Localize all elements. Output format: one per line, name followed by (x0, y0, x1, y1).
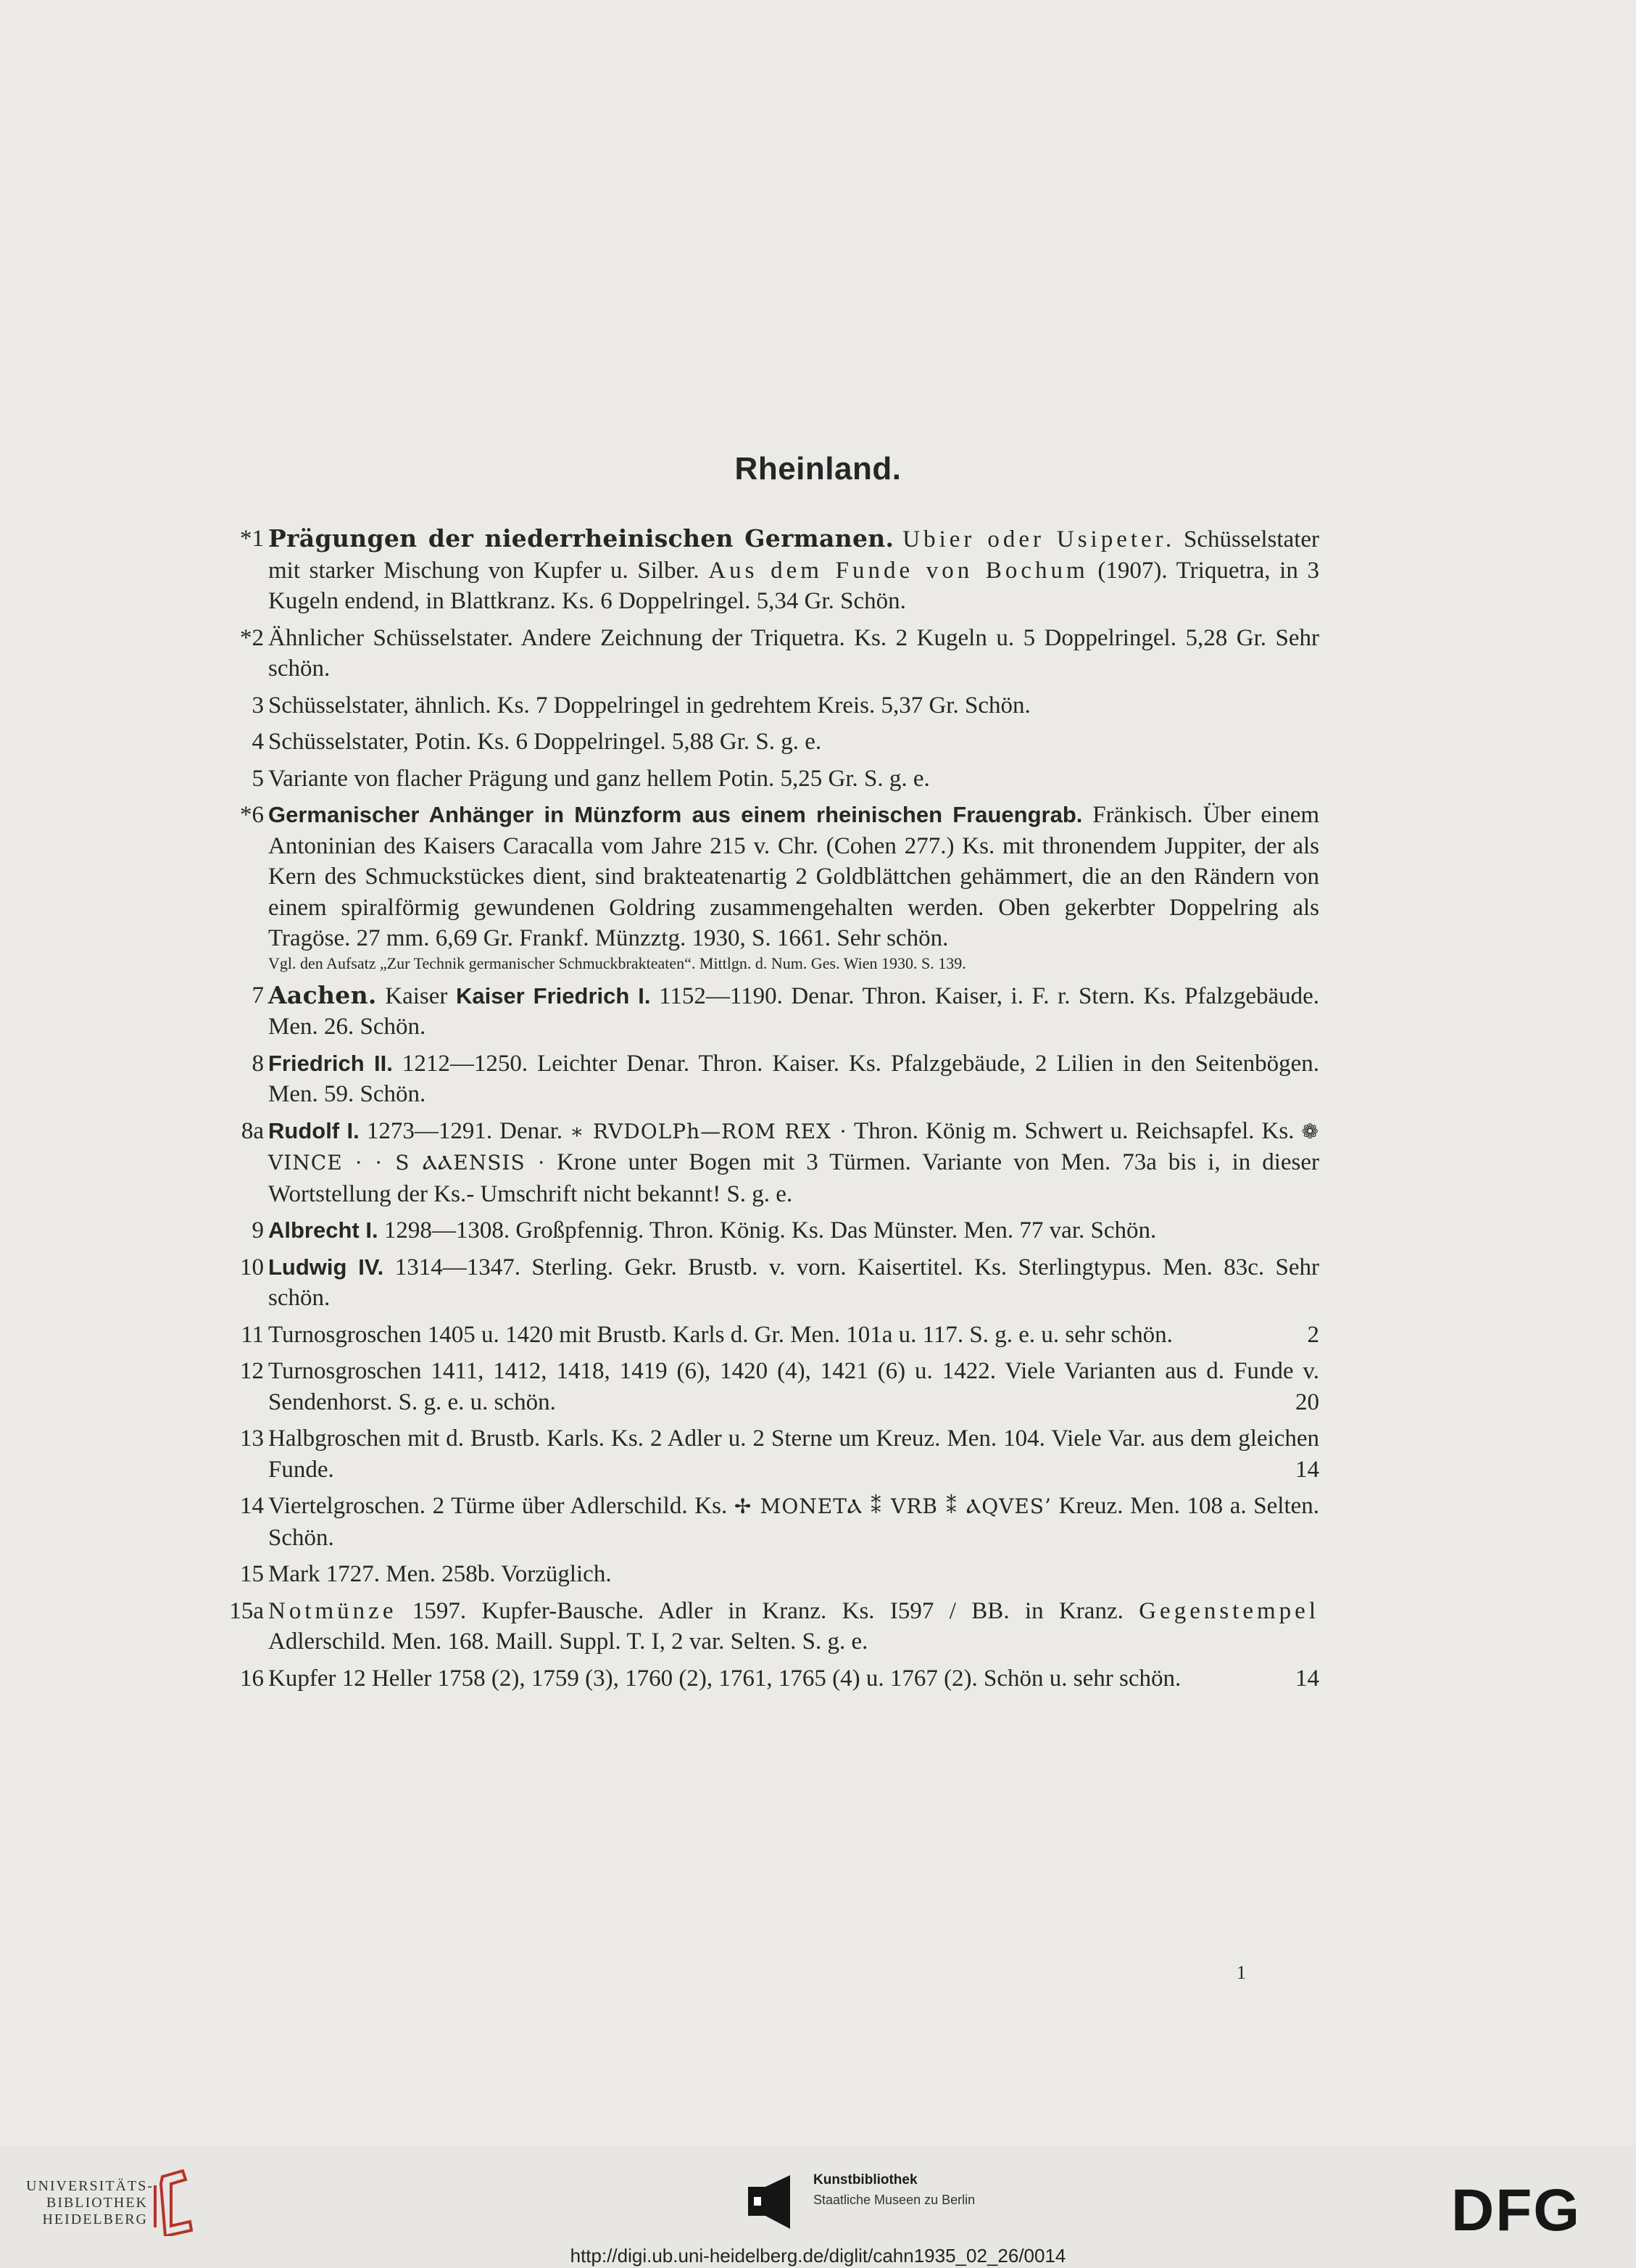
catalog-entry (203, 1116, 1319, 1210)
entry-footnote: Vgl. den Aufsatz „Zur Technik germanischer Schmuckbrakteaten“. Mittlgn. d. Num. Ges. Wien 1930. S. 139. (268, 953, 966, 972)
entry-heading: Prägungen der niederrheinischen Germanen. (268, 524, 894, 552)
catalog-entry (203, 1663, 1319, 1694)
entry-description: Kreuz. Men. 108 a. Selten. Schön. (268, 1493, 1320, 1551)
entry-text (268, 523, 1319, 617)
catalog-entry (203, 1252, 1319, 1314)
entry-text (268, 1356, 1319, 1418)
entry-description: Halbgroschen mit d. Brustb. Karls. Ks. 2 Adler u. 2 Sterne um Kreuz. Men. 104. Viele Var. aus dem gleichen Funde. (268, 1425, 1319, 1483)
entry-text (268, 1116, 1319, 1210)
entry-description: 1212—1250. Leichter Denar. Thron. Kaiser. Ks. Pfalzgebäude, 2 Lilien in den Seitenbögen. Men. 59. Schön. (268, 1050, 1319, 1107)
catalog-list (203, 523, 1319, 1700)
kunstbibliothek-title: Kunstbibliothek (813, 2172, 918, 2188)
entry-description: Viertelgroschen. 2 Türme über Adlerschild. Ks. (268, 1493, 728, 1519)
catalog-entry (203, 623, 1319, 684)
entry-price: 14 (1295, 1456, 1319, 1483)
coin-legend: ✢ MONETⲀ ⁑ VRB ⁑ ⲀQVES’ (734, 1494, 1052, 1518)
entry-tribe: Ubier oder Usipeter. (902, 526, 1176, 552)
catalog-entry (203, 1491, 1319, 1553)
entry-description: Adlerschild. Men. 168. Maill. Suppl. T. I, 2 var. Selten. S. g. e. (268, 1628, 868, 1655)
entry-description: 1273—1291. Denar. (366, 1117, 563, 1144)
entry-text (268, 1252, 1319, 1314)
entry-text (268, 1215, 1319, 1246)
entry-number: 13 (240, 1425, 264, 1452)
dfg-logo-icon[interactable] (1451, 2184, 1618, 2236)
coin-legend: ❁ VINCE · · S ⲀⲀENSIS · (268, 1119, 1319, 1175)
entry-number: 15 (240, 1561, 264, 1587)
catalog-entry (203, 1320, 1319, 1351)
entry-number: *2 (240, 624, 264, 651)
ub-heidelberg-label[interactable] (26, 2178, 154, 2228)
entry-number: 5 (252, 765, 264, 792)
entry-number: 3 (252, 692, 264, 719)
entry-number: 8 (252, 1050, 264, 1077)
entry-number: 10 (240, 1254, 264, 1280)
entry-heading: Albrecht I. (268, 1217, 378, 1243)
entry-number: *1 (240, 526, 264, 552)
entry-heading: Germanischer Anhänger in Münzform aus einem rheinischen Frauengrab. (268, 802, 1083, 827)
catalog-entry (203, 1596, 1319, 1657)
entry-description: Thron. König m. Schwert u. Reichsapfel. Ks. (854, 1117, 1295, 1144)
entry-number: 9 (252, 1217, 264, 1243)
ub-label-line: HEIDELBERG (42, 2211, 148, 2227)
entry-text (268, 1423, 1319, 1485)
entry-number: 14 (240, 1493, 264, 1519)
footer-bar (0, 2146, 1636, 2268)
entry-description: Turnosgroschen 1405 u. 1420 mit Brustb. Karls d. Gr. Men. 101a u. 117. S. g. e. u. sehr schön. (268, 1321, 1173, 1348)
catalog-entry (203, 1215, 1319, 1246)
ub-label-line: UNIVERSITÄTS- (26, 2178, 154, 2194)
entry-text: Variante von flacher Prägung und ganz hellem Potin. 5,25 Gr. S. g. e. (268, 765, 930, 792)
entry-description: Krone unter Bogen mit 3 Türmen. Variante von Men. 73a bis i, in dieser Wortstellung der Ks.- Umschrift nicht bekannt! S. g. e. (268, 1149, 1319, 1207)
entry-text (268, 1596, 1319, 1657)
entry-heading: Rudolf I. (268, 1117, 360, 1143)
entry-countermark: Gegenstempel (1139, 1597, 1319, 1624)
kunstbibliothek-logo-icon[interactable] (748, 2175, 799, 2229)
source-url[interactable]: http://digi.ub.uni-heidelberg.de/diglit/cahn1935_02_26/0014 (570, 2245, 1066, 2267)
entry-description: Fränkisch. Über einem Antoninian des Kaisers Caracalla vom Jahre 215 v. Chr. (Cohen 277.) Ks. mit thronendem Juppiter, der als Kern des Schmuckstückes dient, sind brakteatenartig 2 Goldblättchen gehämmert, die an den Rändern von einem spiralförmig gewundenen Goldring zusammengehalten werden. Oben gekerbter Doppelring als Tragöse. 27 mm. 6,69 Gr. Frankf. Münzztg. 1930, S. 1661. Sehr schön. (268, 802, 1320, 951)
catalog-entry (203, 980, 1319, 1043)
entry-text: Schüsselstater, Potin. Ks. 6 Doppelringel. 5,88 Gr. S. g. e. (268, 729, 822, 755)
catalog-entry (203, 523, 1319, 617)
entry-text (268, 980, 1319, 1043)
catalog-entry (203, 1356, 1319, 1418)
entry-number: 15a (229, 1597, 264, 1624)
entry-text: Schüsselstater, ähnlich. Ks. 7 Doppelringel in gedrehtem Kreis. 5,37 Gr. Schön. (268, 692, 1031, 719)
entry-number: 7 (252, 982, 264, 1009)
kunstbibliothek-subtitle: Staatliche Museen zu Berlin (813, 2193, 976, 2207)
entry-ruler-prefix: Kaiser (385, 982, 448, 1009)
catalog-entry (203, 1048, 1319, 1110)
entry-text (268, 1320, 1319, 1351)
entry-description: 1597. Kupfer-Bausche. Adler in Kranz. Ks. I597 / BB. in Kranz. (412, 1597, 1124, 1624)
entry-description: (1907). Triquetra, in 3 Kugeln endend, in Blattkranz. Ks. 6 Doppelringel. 5,34 Gr. Schön. (268, 557, 1319, 614)
entry-heading: Ludwig IV. (268, 1254, 384, 1280)
entry-text (268, 1048, 1319, 1110)
ub-heidelberg-logo-icon[interactable] (149, 2169, 196, 2236)
entry-text (268, 1491, 1319, 1553)
entry-number: 16 (240, 1665, 264, 1692)
entry-find: Aus dem Funde von Bochum (708, 557, 1089, 584)
entry-number: 12 (240, 1358, 264, 1384)
catalog-entry (203, 1559, 1319, 1590)
entry-text (268, 800, 1319, 954)
page-number: 1 (1237, 1962, 1246, 1983)
entry-heading: Friedrich II. (268, 1050, 393, 1076)
entry-number: 4 (252, 729, 264, 755)
entry-price: 20 (1295, 1388, 1319, 1415)
entry-description: 1298—1308. Großpfennig. Thron. König. Ks. Das Münster. Men. 77 var. Schön. (383, 1217, 1157, 1243)
catalog-entry (203, 727, 1319, 758)
entry-price: 2 (1307, 1321, 1319, 1348)
catalog-entry (203, 690, 1319, 721)
dfg-logo-text: DFG (1451, 2184, 1582, 2236)
page-title: Rheinland. (734, 451, 902, 487)
catalog-entry (203, 1423, 1319, 1485)
entry-price: 14 (1295, 1665, 1319, 1692)
coin-legend: ∗ RVDOLPh—ROM REX · (570, 1119, 847, 1143)
entry-number: *6 (240, 802, 264, 828)
entry-heading: Notmünze (268, 1597, 397, 1624)
entry-description: Kupfer 12 Heller 1758 (2), 1759 (3), 1760 (2), 1761, 1765 (4) u. 1767 (2). Schön u. sehr schön. (268, 1665, 1182, 1692)
entry-description: Turnosgroschen 1411, 1412, 1418, 1419 (6), 1420 (4), 1421 (6) u. 1422. Viele Varianten aus d. Funde v. Sendenhorst. S. g. e. u. schön. (268, 1358, 1319, 1415)
entry-number: 11 (241, 1321, 264, 1348)
entry-text: Ähnlicher Schüsselstater. Andere Zeichnung der Triquetra. Ks. 2 Kugeln u. 5 Doppelringel. 5,28 Gr. Sehr schön. (268, 624, 1319, 682)
entry-text (268, 1663, 1319, 1694)
entry-description: Schüsselstater mit starker Mischung von Kupfer u. Silber. (268, 526, 1319, 584)
entry-text: Mark 1727. Men. 258b. Vorzüglich. (268, 1561, 612, 1587)
entry-number: 8a (241, 1117, 264, 1144)
ub-label-line: BIBLIOTHEK (46, 2195, 148, 2211)
catalog-entry (203, 763, 1319, 795)
entry-description: 1314—1347. Sterling. Gekr. Brustb. v. vorn. Kaisertitel. Ks. Sterlingtypus. Men. 83c. Sehr schön. (268, 1254, 1320, 1311)
entry-description: 1152—1190. Denar. Thron. Kaiser, i. F. r. Stern. Ks. Pfalzgebäude. Men. 26. Schön. (268, 982, 1320, 1040)
city-heading: Aachen. (268, 980, 377, 1009)
catalog-entry (203, 800, 1319, 974)
entry-heading: Kaiser Friedrich I. (455, 982, 651, 1009)
